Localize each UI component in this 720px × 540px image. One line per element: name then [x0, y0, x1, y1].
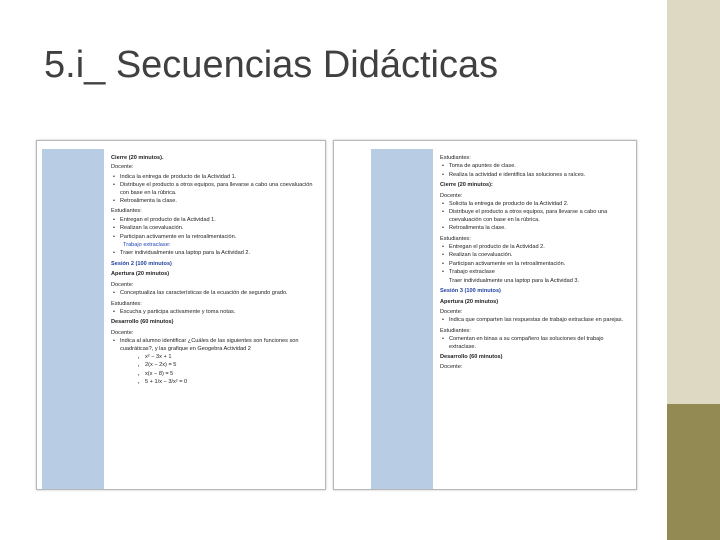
slide-sidebar-accent — [667, 404, 720, 540]
link-text: Trabajo extraclase: — [123, 242, 171, 249]
role-heading: Estudiantes: — [111, 208, 142, 215]
slide-title: 5.i_ Secuencias Didácticas — [44, 44, 499, 86]
list-item: • Entregan el producto de la Actividad 2. — [449, 244, 630, 251]
role-heading: Docente: — [440, 192, 463, 199]
bullet-list — [440, 336, 630, 351]
list-item: • Conceptualiza las características de la ecuación de segundo grado. — [120, 290, 319, 297]
document-page-left — [36, 140, 326, 490]
page-margin-band — [42, 149, 104, 489]
role-heading: Docente: — [111, 281, 134, 288]
list-item: • Indica que comparten las respuestas de trabajo extraclase en parejas. — [449, 317, 630, 324]
role-heading: Estudiantes: — [440, 155, 471, 161]
list-item: • Retroalimenta la clase. — [120, 198, 319, 205]
bullet-list — [111, 309, 319, 316]
session-heading: Sesión 2 (100 minutos) — [111, 260, 172, 267]
list-item: • Comentan en binas a su compañero las soluciones del trabajo extraclase. — [449, 336, 630, 351]
bullet-list — [111, 290, 319, 297]
list-item: • Distribuye el producto a otros equipos, para llevarse a cabo una coevaluación con base en la rúbrica. — [120, 182, 319, 197]
equation-list — [111, 354, 319, 387]
list-item: • Realizan la coevaluación. — [449, 252, 630, 259]
role-heading: Docente: — [440, 308, 463, 315]
list-item: • Realiza la actividad e identifica las soluciones a raíces. — [449, 172, 630, 179]
list-item: • Entregan el producto de la Actividad 1. — [120, 217, 319, 224]
bullet-list — [111, 174, 319, 206]
page-text-left — [111, 152, 319, 388]
page-margin-band — [371, 149, 433, 489]
list-item: • Traer individualmente una laptop para la Actividad 2. — [120, 250, 319, 257]
role-heading: Docente: — [440, 364, 463, 371]
bullet-list — [111, 217, 319, 241]
role-heading: Estudiantes: — [440, 235, 471, 242]
section-heading: Desarrollo (60 minutos) — [111, 319, 174, 326]
list-item: • Trabajo extraclase — [449, 269, 630, 276]
list-item: • Escucha y participa activamente y toma notas. — [120, 309, 319, 316]
document-page-right — [333, 140, 637, 490]
role-heading: Estudiantes: — [440, 327, 471, 334]
section-heading: Apertura (20 minutos) — [111, 271, 170, 278]
section-heading: Desarrollo (60 minutos) — [440, 353, 503, 360]
bullet-list — [440, 317, 630, 324]
session-heading: Sesión 3 (100 minutos) — [440, 288, 501, 295]
list-item: • Solicita la entrega de producto de la Actividad 2. — [449, 201, 630, 208]
list-item: • Indica la entrega de producto de la Actividad 1. — [120, 174, 319, 181]
bullet-list — [440, 163, 630, 179]
list-item: • Participan activamente en la retroalimentación. — [120, 234, 319, 241]
equation-item: ▪ x(x − 8) = 5 — [145, 371, 319, 378]
section-heading: Cierre (20 minutos): — [440, 182, 493, 189]
bullet-list — [111, 338, 319, 353]
page-text-right — [440, 152, 630, 373]
list-item: • Indica al alumno identificar ¿Cuáles de las siguientes son funciones son cuadráticas?, y las grafique en Geogebra Actividad 2 — [120, 338, 319, 353]
equation-item: ▪ 2(x − 2x) = 5 — [145, 362, 319, 369]
role-heading: Estudiantes: — [111, 300, 142, 307]
equation-item: ▪ x² − 3x + 1 — [145, 354, 319, 361]
equation-item: ▪ 5 + 1/x − 3/x² = 0 — [145, 379, 319, 386]
list-item: • Toma de apuntes de clase. — [449, 163, 630, 170]
section-heading: Apertura (20 minutos) — [440, 298, 499, 305]
list-item: • Retroalimenta la clase. — [449, 225, 630, 232]
role-heading: Docente: — [111, 329, 134, 336]
bullet-list — [440, 244, 630, 277]
list-item: • Distribuye el producto a otros equipos, para llevarse a cabo una coevaluación con base en la rúbrica. — [449, 209, 630, 224]
indented-text: Traer individualmente una laptop para la Actividad 3. — [449, 277, 580, 284]
paragraph: Docente: — [111, 164, 134, 171]
bullet-list — [111, 250, 319, 257]
section-heading: Cierre (20 minutos). — [111, 155, 164, 161]
list-item: • Realizan la coevaluación. — [120, 225, 319, 232]
list-item: • Participan activamente en la retroalimentación. — [449, 261, 630, 268]
bullet-list — [440, 201, 630, 233]
